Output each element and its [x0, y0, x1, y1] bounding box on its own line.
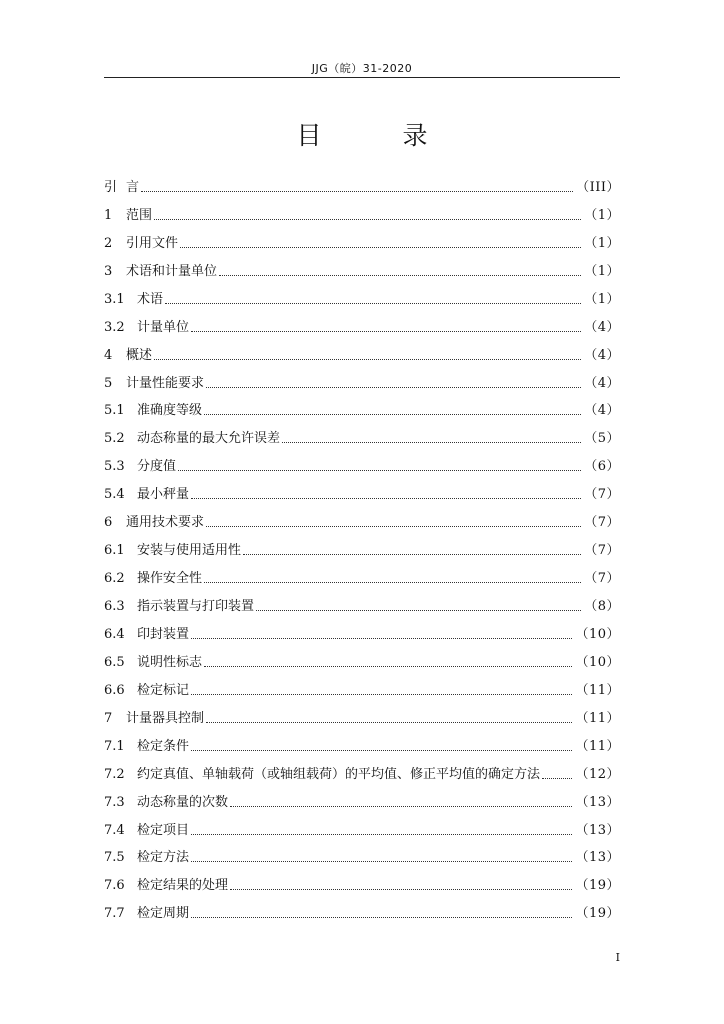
- toc-entry-title: 概述: [126, 347, 153, 363]
- toc-entry-title: 约定真值、单轴载荷（或轴组载荷）的平均值、修正平均值的确定方法: [137, 766, 541, 782]
- toc-entry-title: 引用文件: [126, 235, 179, 251]
- toc-entry-number: 7.5: [104, 850, 125, 866]
- toc-entry-page: （10）: [575, 626, 620, 642]
- toc-leader-dots: [206, 386, 581, 388]
- toc-entry-number: 7.6: [104, 878, 125, 894]
- toc-entry-title: 检定项目: [137, 822, 190, 838]
- toc-leader-dots: [206, 525, 581, 527]
- toc-leader-dots: [191, 833, 572, 835]
- toc-entry-title: 检定条件: [137, 738, 190, 754]
- toc-entry-number: 5.4: [104, 487, 125, 503]
- toc-entry[interactable]: [104, 671, 620, 699]
- toc-entry-page: （7）: [584, 543, 620, 559]
- toc-entry[interactable]: [104, 168, 620, 196]
- toc-entry-number: 1: [104, 207, 113, 223]
- toc-entry-number: 6.3: [104, 599, 125, 614]
- toc-entry-number: 6.6: [104, 682, 125, 698]
- toc-entry-title: 检定周期: [137, 906, 190, 922]
- toc-entry-number: 7.1: [104, 738, 125, 754]
- toc-entry[interactable]: [104, 419, 620, 447]
- toc-entry-page: （4）: [584, 319, 620, 335]
- toc-entry-title: 操作安全性: [137, 571, 203, 587]
- toc-entry-page: （13）: [575, 794, 620, 810]
- toc-leader-dots: [191, 749, 572, 751]
- toc-leader-dots: [154, 218, 581, 220]
- toc-entry-number: 6.1: [104, 543, 125, 559]
- toc-entry[interactable]: [104, 811, 620, 839]
- toc-entry-number: 6.4: [104, 626, 125, 642]
- toc-entry-page: （10）: [575, 654, 620, 670]
- toc-entry-number: 5.3: [104, 459, 125, 475]
- toc-entry-number: 7: [104, 710, 113, 726]
- toc-entry-page: （7）: [584, 571, 620, 587]
- toc-entry[interactable]: [104, 280, 620, 308]
- toc-leader-dots: [191, 497, 581, 499]
- toc-entry-number: 3.2: [104, 319, 125, 335]
- page-number: I: [615, 951, 620, 964]
- toc-entry-number: 2: [104, 235, 113, 251]
- toc-entry-number: 3: [104, 263, 113, 279]
- toc-entry-title: 说明性标志: [137, 654, 203, 670]
- toc-leader-dots: [243, 553, 581, 555]
- toc-leader-dots: [230, 888, 572, 890]
- toc-entry-page: （4）: [584, 403, 620, 419]
- toc-entry-title: 检定标记: [137, 682, 190, 698]
- toc-leader-dots: [191, 860, 572, 862]
- toc-entry[interactable]: [104, 839, 620, 867]
- toc-entry-title: 动态称量的最大允许误差: [137, 431, 281, 447]
- toc-entry[interactable]: [104, 866, 620, 894]
- toc-entry-page: （11）: [575, 682, 620, 698]
- toc-leader-dots: [191, 916, 572, 918]
- toc-leader-dots: [141, 190, 573, 192]
- toc-entry-title: 检定结果的处理: [137, 878, 229, 894]
- toc-entry-number: 5: [104, 375, 113, 391]
- toc-entry-title: 最小秤量: [137, 487, 190, 503]
- toc-entry-page: （1）: [584, 263, 620, 279]
- toc-leader-dots: [206, 721, 572, 723]
- toc-leader-dots: [204, 413, 581, 415]
- toc-entry[interactable]: [104, 392, 620, 420]
- toc-entry-page: （11）: [575, 710, 620, 726]
- toc-entry-title: 计量性能要求: [126, 375, 205, 391]
- toc-entry-title: 计量单位: [137, 319, 190, 335]
- toc-entry-page: （19）: [575, 906, 620, 922]
- toc-entry[interactable]: [104, 364, 620, 392]
- toc-entry-page: （19）: [575, 878, 620, 894]
- toc-entry[interactable]: [104, 531, 620, 559]
- toc-entry[interactable]: [104, 252, 620, 280]
- toc-entry-page: （11）: [575, 738, 620, 754]
- toc-leader-dots: [204, 581, 581, 583]
- toc-entry[interactable]: [104, 894, 620, 922]
- toc-entry-page: （4）: [584, 375, 620, 391]
- toc-entry-title: 分度值: [137, 459, 177, 475]
- toc-leader-dots: [191, 637, 572, 639]
- toc-entry-title: 通用技术要求: [126, 515, 205, 531]
- toc-entry-page: （8）: [584, 599, 620, 614]
- toc-entry-title: 范围: [126, 207, 153, 223]
- toc-entry[interactable]: [104, 336, 620, 364]
- toc-entry-page: （12）: [575, 766, 620, 782]
- header-rule: [104, 77, 620, 78]
- toc-entry-number: 6.2: [104, 571, 125, 587]
- toc-leader-dots: [165, 302, 581, 304]
- toc-entry-title: 准确度等级: [137, 403, 203, 419]
- toc-leader-dots: [154, 358, 581, 360]
- toc-entry-number: 4: [104, 347, 113, 363]
- toc-entry[interactable]: [104, 475, 620, 503]
- toc-entry-number: 7.3: [104, 794, 125, 810]
- toc-entry-page: （13）: [575, 850, 620, 866]
- toc-entry-page: （1）: [584, 235, 620, 251]
- toc-entry[interactable]: [104, 587, 620, 615]
- toc-entry[interactable]: [104, 783, 620, 811]
- toc-leader-dots: [219, 274, 581, 276]
- toc-entry[interactable]: [104, 615, 620, 643]
- toc-entry-title: 印封装置: [137, 626, 190, 642]
- toc-entry-title: 指示装置与打印装置: [137, 599, 255, 614]
- toc-entry[interactable]: [104, 643, 620, 671]
- toc-entry[interactable]: [104, 699, 620, 727]
- toc-leader-dots: [180, 246, 581, 248]
- toc-leader-dots: [542, 777, 572, 779]
- toc-entry-number: 7.7: [104, 906, 125, 922]
- toc-entry-number: 3.1: [104, 291, 125, 307]
- toc-entry-page: （13）: [575, 822, 620, 838]
- toc-leader-dots: [191, 693, 572, 695]
- toc-entry[interactable]: [104, 196, 620, 224]
- toc-entry[interactable]: [104, 559, 620, 587]
- toc-entry-title: 言: [126, 179, 140, 195]
- toc-leader-dots: [204, 665, 572, 667]
- page-title: 目 录: [296, 121, 456, 150]
- toc-entry-title: 检定方法: [137, 850, 190, 866]
- toc-entry-number: 引: [104, 179, 118, 195]
- toc-entry-page: （5）: [584, 431, 620, 447]
- toc-entry[interactable]: [104, 755, 620, 783]
- toc-entry-page: （7）: [584, 487, 620, 503]
- toc-entry-title: 计量器具控制: [126, 710, 205, 726]
- toc-entry-page: （1）: [584, 291, 620, 307]
- toc-leader-dots: [230, 805, 572, 807]
- toc-entry-number: 7.2: [104, 766, 125, 782]
- toc-entry[interactable]: [104, 308, 620, 336]
- toc-leader-dots: [256, 609, 581, 611]
- toc-entry-title: 术语: [137, 291, 164, 307]
- toc-entry-title: 安装与使用适用性: [137, 543, 242, 559]
- toc-entry-number: 7.4: [104, 822, 125, 838]
- toc-entry-page: （4）: [584, 347, 620, 363]
- toc-entry-title: 动态称量的次数: [137, 794, 229, 810]
- toc-entry-number: 6.5: [104, 654, 125, 670]
- toc-entry-page: （III）: [576, 179, 620, 195]
- toc-entry[interactable]: [104, 447, 620, 475]
- toc-entry-page: （1）: [584, 207, 620, 223]
- toc-entry-number: 5.2: [104, 431, 125, 447]
- table-of-contents: [104, 168, 620, 922]
- toc-entry-number: 6: [104, 515, 113, 531]
- toc-entry[interactable]: [104, 503, 620, 531]
- running-header: JJG（皖）31-2020: [311, 62, 413, 75]
- toc-leader-dots: [191, 330, 581, 332]
- toc-entry-title: 术语和计量单位: [126, 263, 218, 279]
- toc-leader-dots: [178, 469, 581, 471]
- toc-entry-number: 5.1: [104, 403, 125, 419]
- toc-leader-dots: [282, 441, 581, 443]
- toc-entry-page: （7）: [584, 515, 620, 531]
- toc-entry-page: （6）: [584, 459, 620, 475]
- toc-entry[interactable]: [104, 727, 620, 755]
- toc-entry[interactable]: [104, 224, 620, 252]
